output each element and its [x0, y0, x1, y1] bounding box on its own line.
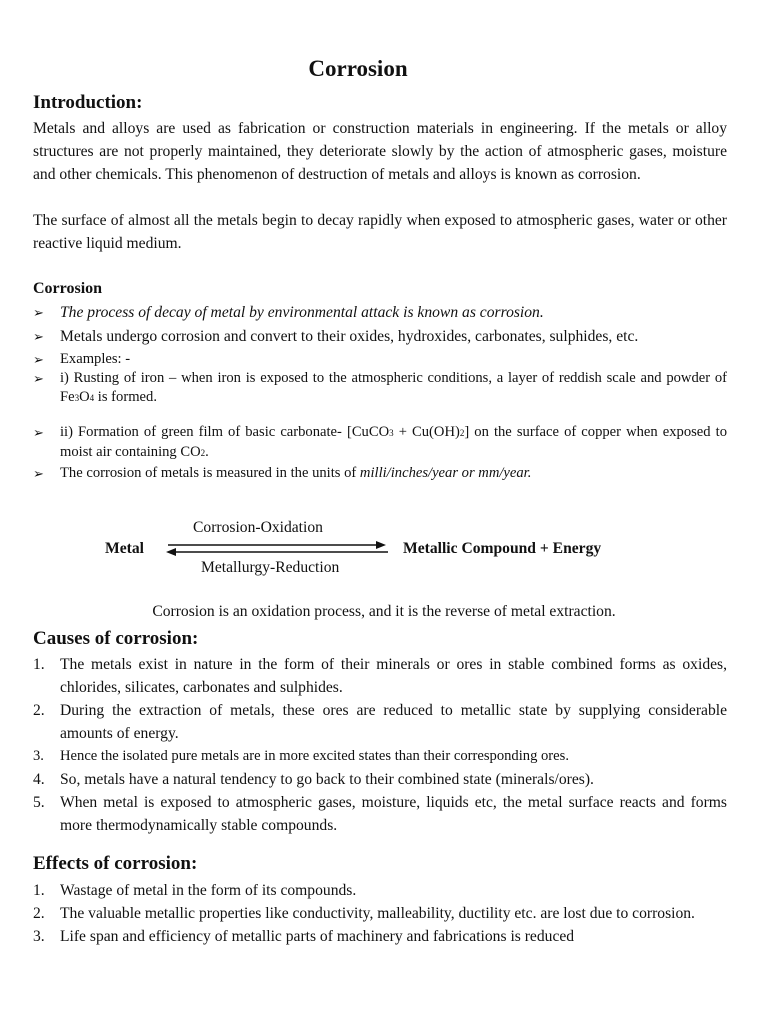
- products-text: Metals undergo corrosion and convert to their oxides, hydroxides, carbonates, sulphides, etc.: [60, 328, 639, 345]
- list-item: [33, 879, 727, 902]
- arrow-bullet-icon: ➢: [33, 352, 44, 367]
- bullet-products: [33, 326, 727, 348]
- list-item: [33, 653, 727, 699]
- list-item: [33, 768, 727, 791]
- corrosion-heading: Corrosion: [33, 280, 103, 297]
- subscript: 3: [74, 393, 80, 403]
- arrow-bullet-icon: ➢: [33, 371, 44, 386]
- list-item: [33, 925, 727, 948]
- corrosion-metallurgy-diagram: [100, 516, 660, 582]
- effects-list: [33, 879, 727, 948]
- item-number: 1.: [33, 882, 45, 899]
- effects-heading: Effects of corrosion:: [33, 853, 198, 874]
- item-text: Hence the isolated pure metals are in more excited states than their corresponding ores.: [60, 748, 569, 764]
- metallurgy-reduction-label: Metallurgy-Reduction: [201, 559, 340, 576]
- item-number: 3.: [33, 928, 45, 945]
- item-text: Life span and efficiency of metallic parts of machinery and fabrications is reduced: [60, 928, 575, 945]
- list-item: [33, 791, 727, 837]
- corrosion-bullet-list: [33, 302, 727, 483]
- item-text: So, metals have a natural tendency to go back to their combined state (minerals/ores).: [60, 771, 594, 788]
- arrow-bullet-icon: ➢: [33, 425, 44, 440]
- subscript: 3: [389, 428, 394, 438]
- bullet-copper-film: [33, 423, 727, 463]
- bullet-rusting: [33, 369, 727, 408]
- bullet-definition: [33, 302, 727, 324]
- item-number: 3.: [33, 748, 44, 764]
- examples-text: Examples: -: [60, 351, 131, 367]
- item-text: The valuable metallic properties like conductivity, malleability, ductility etc. are lost due to corrosion.: [60, 905, 695, 922]
- item-number: 2.: [33, 702, 45, 719]
- list-item: [33, 699, 727, 745]
- item-number: 2.: [33, 905, 45, 922]
- rusting-text-end: is formed.: [94, 389, 157, 405]
- subscript: 4: [89, 393, 95, 403]
- bullet-units: [33, 464, 727, 483]
- causes-list: [33, 653, 727, 837]
- item-text: Wastage of metal in the form of its compounds.: [60, 882, 357, 899]
- metal-label: Metal: [105, 540, 144, 557]
- rusting-text-o: O: [79, 389, 90, 405]
- intro-paragraph-1: Metals and alloys are used as fabrication or construction materials in engineering. If the metals or alloy structures are not properly maintained, they deteriorate slowly by the action of atmospheric gases, moisture and other chemicals. This phenomenon of destruction of metals and alloys is known as corrosion.: [33, 120, 727, 183]
- item-text: During the extraction of metals, these ores are reduced to metallic state by supplying considerable amounts of energy.: [60, 702, 727, 742]
- copper-text-a: ii) Formation of green film of basic carbonate- [CuCO: [60, 424, 390, 440]
- arrow-bullet-icon: ➢: [33, 466, 44, 481]
- item-number: 1.: [33, 656, 45, 673]
- copper-text-d: .: [205, 444, 209, 460]
- subscript: 2: [200, 448, 206, 458]
- oxidation-statement: Corrosion is an oxidation process, and it is the reverse of metal extraction.: [152, 603, 616, 620]
- metallic-compound-label: Metallic Compound + Energy: [403, 540, 602, 557]
- bullet-examples: [33, 350, 727, 369]
- units-italic-text: milli/inches/year or mm/year.: [359, 465, 532, 481]
- definition-text: The process of decay of metal by environmental attack is known as corrosion.: [60, 304, 544, 321]
- item-text: The metals exist in nature in the form of their minerals or ores in stable combined forms as oxides, chlorides, silicates, carbonates and sulphides.: [60, 656, 727, 696]
- corrosion-oxidation-label: Corrosion-Oxidation: [193, 519, 323, 536]
- intro-paragraph-2: The surface of almost all the metals begin to decay rapidly when exposed to atmospheric gases, water or other reactive liquid medium.: [33, 212, 727, 252]
- item-number: 5.: [33, 794, 45, 811]
- copper-text-c: ] on the surface of copper when exposed to moist air containing CO: [60, 424, 728, 460]
- arrow-bullet-icon: ➢: [33, 329, 44, 344]
- causes-heading: Causes of corrosion:: [33, 628, 199, 649]
- arrow-bullet-icon: ➢: [33, 305, 44, 320]
- introduction-heading: Introduction:: [33, 92, 143, 113]
- item-text: When metal is exposed to atmospheric gases, moisture, liquids etc, the metal surface reacts and forms more thermodynamically stable compounds.: [60, 794, 727, 834]
- list-item: [33, 745, 727, 768]
- item-number: 4.: [33, 771, 45, 788]
- rusting-text: i) Rusting of iron – when iron is exposed to the atmospheric conditions, a layer of reddish scale and powder of Fe: [60, 370, 727, 405]
- subscript: 2: [459, 428, 465, 438]
- copper-text-b: + Cu(OH): [393, 424, 460, 440]
- units-text: The corrosion of metals is measured in the units of: [60, 465, 360, 481]
- list-item: [33, 902, 727, 925]
- page-title: Corrosion: [308, 56, 408, 81]
